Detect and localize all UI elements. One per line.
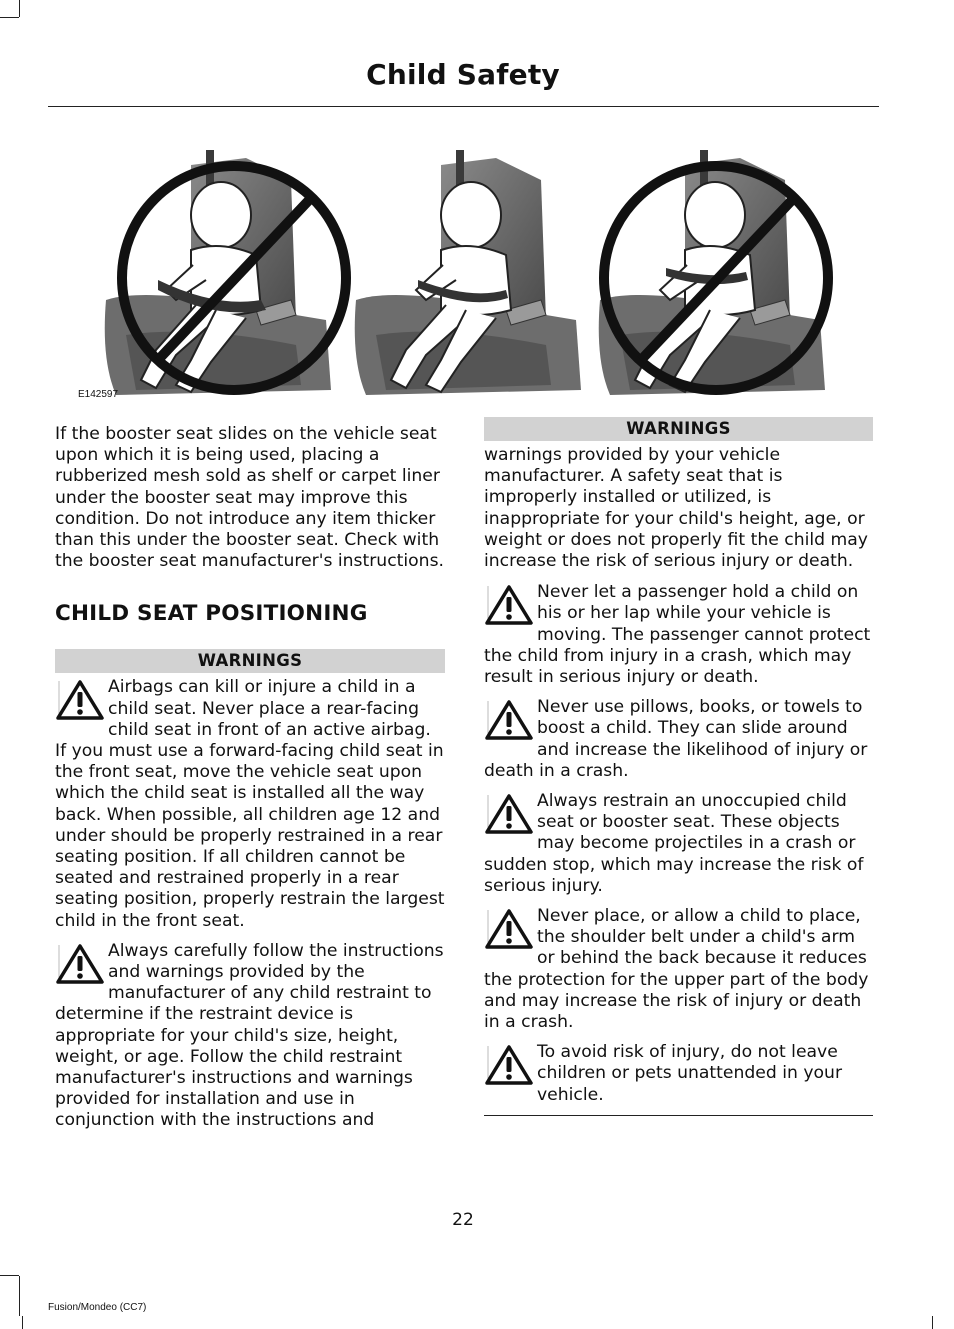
warning-text: Never let a passenger hold a child on his or her lap while your vehicle is moving. The passenger cannot protect the child from injury in a crash, which may result in serious injury or death. xyxy=(484,582,871,688)
warning-item xyxy=(484,697,873,782)
crop-mark xyxy=(932,1316,933,1329)
warning-item xyxy=(55,677,445,931)
figure-label: E142597 xyxy=(78,389,119,400)
warnings-end-rule xyxy=(484,1115,873,1116)
warning-text: Airbags can kill or injure a child in a child seat. Never place a rear-facing child seat in front of an active airbag. If you must use a forward-facing child seat in the front seat, move the vehicle seat upon which the child seat is installed all the way back. When possible, all children age 12 and under should be properly restrained in a rear seating position. If all children cannot be seated and restrained properly in a rear seating position, properly restrain the largest child in the front seat. xyxy=(55,677,445,931)
crop-mark xyxy=(22,1316,23,1329)
intro-paragraph: If the booster seat slides on the vehicle seat upon which it is being used, placing a rubberized mesh sold as shelf or carpet liner under the booster seat may improve this condition. Do not introduce any item thicker than this under the booster seat. Check with the booster seat manufacturer's instructions. xyxy=(55,424,444,572)
warning-text: To avoid risk of injury, do not leave children or pets unattended in your vehicle. xyxy=(537,1042,843,1105)
warning-continuation-text: warnings provided by your vehicle manufacturer. A safety seat that is improperly installed or utilized, is inappropriate for your child's height, age, or weight or does not properly fit the child may increase the risk of serious injury or death. xyxy=(484,445,868,572)
warnings-header: WARNINGS xyxy=(55,649,445,673)
booster-seat-illustration xyxy=(96,150,836,400)
warning-item xyxy=(484,582,873,688)
page-number: 22 xyxy=(452,1210,474,1230)
warning-item xyxy=(484,791,873,897)
warning-triangle-icon xyxy=(484,793,534,835)
warning-triangle-icon xyxy=(484,1044,534,1086)
crop-mark xyxy=(0,17,19,18)
section-heading: CHILD SEAT POSITIONING xyxy=(55,601,368,627)
warning-item xyxy=(484,1042,873,1106)
right-column xyxy=(484,417,873,1116)
crop-mark xyxy=(0,1275,19,1276)
warning-item xyxy=(484,906,873,1033)
warnings-header: WARNINGS xyxy=(484,417,873,441)
warning-triangle-icon xyxy=(55,679,105,721)
warning-text: Never use pillows, books, or towels to boost a child. They can slide around and increase the likelihood of injury or death in a crash. xyxy=(484,697,868,781)
warning-triangle-icon xyxy=(55,943,105,985)
warning-triangle-icon xyxy=(484,584,534,626)
warning-item xyxy=(55,941,445,1132)
page-title: Child Safety xyxy=(366,58,560,91)
left-column xyxy=(55,424,445,1141)
warning-triangle-icon xyxy=(484,908,534,950)
title-rule xyxy=(48,106,879,107)
warning-triangle-icon xyxy=(484,699,534,741)
warning-text: Always restrain an unoccupied child seat or booster seat. These objects may become projectiles in a crash or sudden stop, which may increase the risk of serious injury. xyxy=(484,791,864,896)
warning-text: Never place, or allow a child to place, the shoulder belt under a child's arm or behind the back because it reduces the protection for the upper part of the body and may increase the risk of injury or death in a crash. xyxy=(484,906,869,1033)
footer-model: Fusion/Mondeo (CC7) xyxy=(48,1302,147,1313)
warning-text: Always carefully follow the instructions and warnings provided by the manufacturer of any child restraint to determine if the restraint device is appropriate for your child's size, height, weight, or age. Follow the child restraint manufacturer's instructions and warnings provided for installation and use in conjunction with the instructions and xyxy=(55,940,444,1131)
crop-mark xyxy=(19,0,20,17)
crop-mark xyxy=(19,1276,20,1316)
